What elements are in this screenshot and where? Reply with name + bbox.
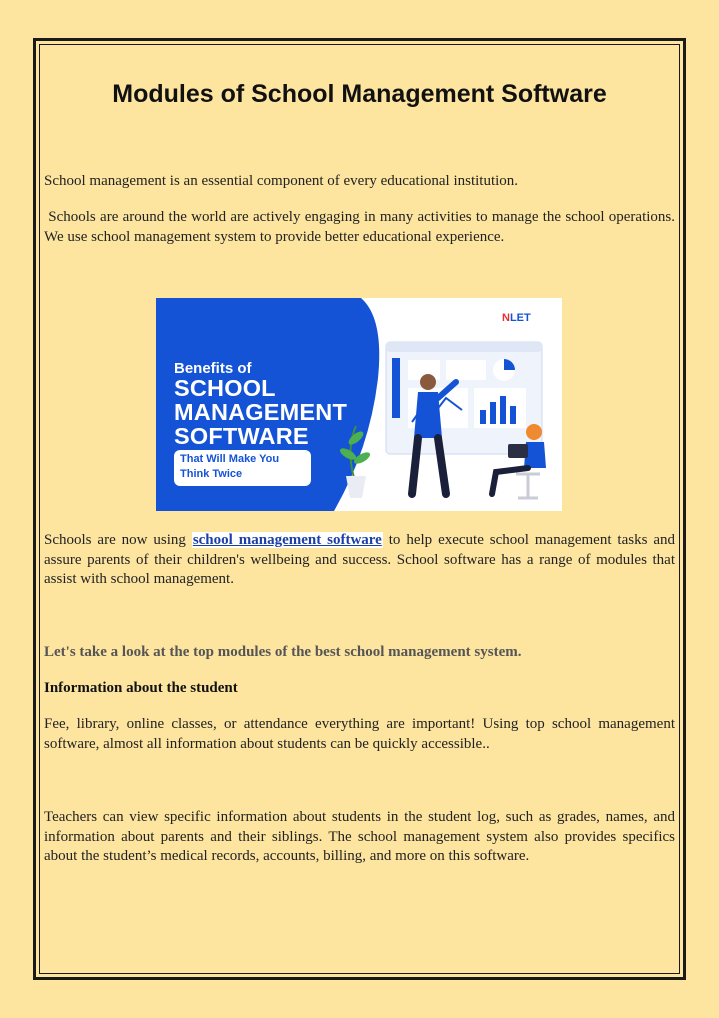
banner-software-text: SOFTWARE	[174, 423, 309, 449]
banner-benefits-text: Benefits of	[174, 360, 252, 377]
banner-subtitle-line1: That Will Make You	[180, 453, 280, 465]
software-paragraph-end: to help execute school management tasks and assure parents of their children's wellbeing and success. School software has a range of modules that assist with school management.	[44, 532, 675, 587]
school-management-software-link[interactable]: school management software	[192, 532, 382, 548]
banner-management-text: MANAGEMENT	[174, 399, 348, 425]
banner-school-text: SCHOOL	[174, 375, 276, 401]
nilet-logo	[502, 312, 546, 326]
fee-library-paragraph: Fee, library, online classes, or attendance everything are important! Using top school management software, almost all information about students can be quickly accessible..	[44, 716, 675, 752]
software-paragraph-start: Schools are now using	[44, 532, 192, 548]
teachers-paragraph: Teachers can view specific information about students in the student log, such as grades, names, and information about parents and their siblings. The school management system also provides specifics about the student’s medical records, accounts, billing, and more on this software.	[44, 809, 675, 864]
student-info-heading: Information about the student	[44, 680, 238, 696]
page-title: Modules of School Management Software	[112, 80, 607, 108]
benefits-banner-image	[156, 298, 562, 511]
logo-n-letter: N	[502, 312, 510, 324]
intro-paragraph: School management is an essential component of every educational institution.	[44, 173, 519, 189]
modules-lead-text: Let's take a look at the top modules of the best school management system.	[44, 644, 522, 660]
software-paragraph	[44, 531, 675, 590]
logo-let-letters: LET	[509, 312, 531, 324]
schools-paragraph: Schools are around the world are actively engaging in many activities to manage the school operations. We use school management system to provide better educational experience.	[44, 209, 675, 245]
banner-subtitle-line2: Think Twice	[180, 468, 243, 480]
